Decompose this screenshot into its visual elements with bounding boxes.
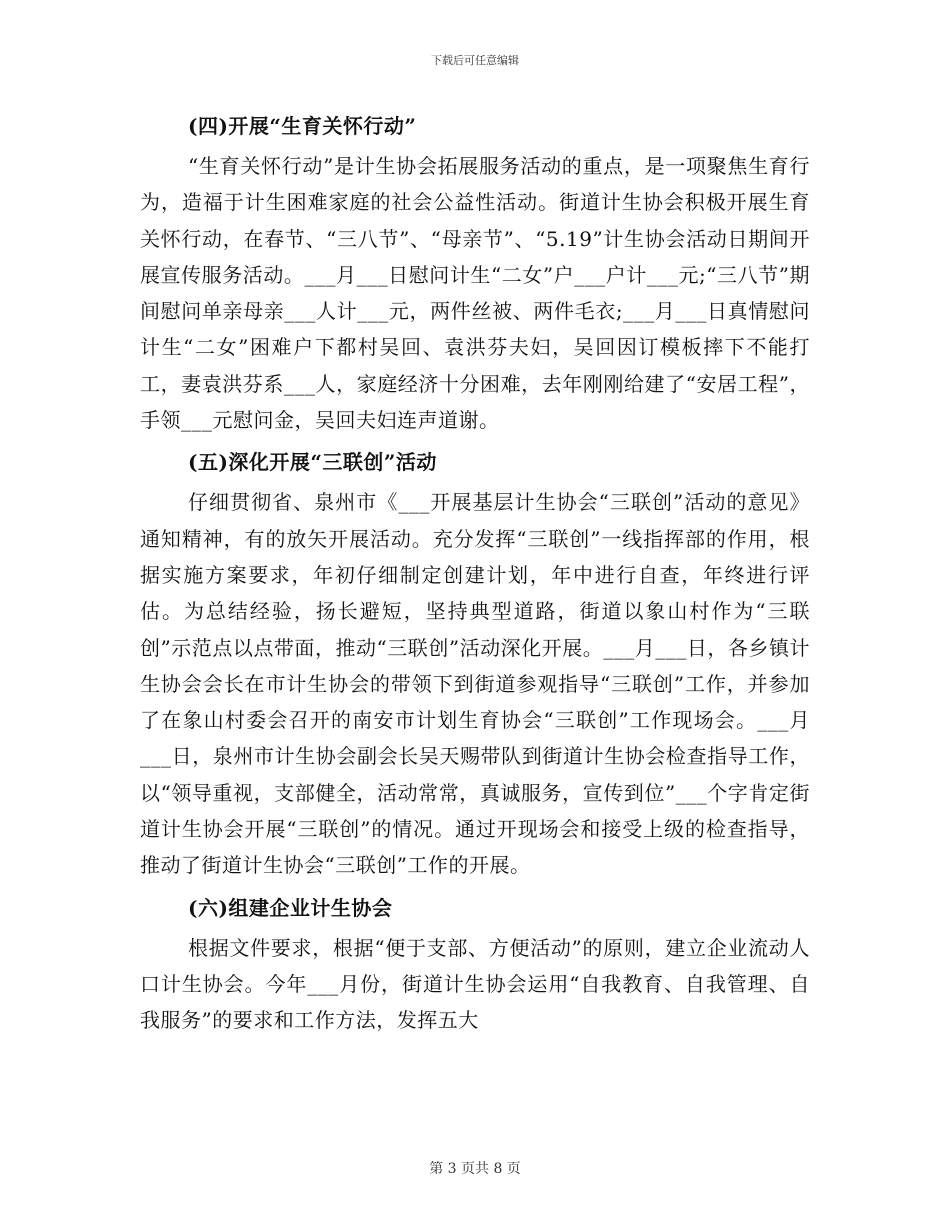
document-body (140, 104, 810, 1039)
section-heading-6: (六)组建企业计生协会 (188, 895, 393, 920)
section-heading-4: (四)开展“生育关怀行动” (188, 114, 417, 138)
section-heading-5: (五)深化开展“三联创”活动 (188, 450, 437, 475)
section-paragraph-5: 仔细贯彻省、泉州市《___开展基层计生协会“三联创”活动的意见》通知精神，有的放矢开展活动。充分发挥“三联创”一线指挥部的作用，根据实施方案要求，年初仔细制定创建计划，年中进行自查，年终进行评估。为总结经验，扬长避短，坚持典型道路，街道以象山村作为“三联创”示范点以点带面，推动“三联创”活动深化开展。___月___日，各乡镇计生协会会长在市计生协会的带领下到街道参观指导“三联创”工作，并参加了在象山村委会召开的南安市计划生育协会“三联创”工作现场会。___月___日，泉州市计生协会副会长吴天赐带队到街道计生协会检查指导工作，以“领导重视，支部健全，活动常常，真诚服务，宣传到位”___个字肯定街道计生协会开展“三联创”的情况。通过开现场会和接受上级的检查指导，推动了街道计生协会“三联创”工作的开展。 (140, 490, 810, 878)
page-header: 下载后可任意编辑 (431, 54, 519, 67)
page-footer: 第 3 页共 8 页 (429, 1161, 521, 1177)
section-paragraph-6: 根据文件要求，根据“便于支部、方便活动”的原则，建立企业流动人口计生协会。今年___月份，街道计生协会运用“自我教育、自我管理、自我服务”的要求和工作方法，发挥五大 (140, 935, 810, 1033)
section-paragraph-4: “生育关怀行动”是计生协会拓展服务活动的重点，是一项聚焦生育行为，造福于计生困难家庭的社会公益性活动。街道计生协会积极开展生育关怀行动，在春节、“三八节”、“母亲节”、“5.19”计生协会活动日期间开展宣传服务活动。___月___日慰问计生“二女”户___户计___元;“三八节”期间慰问单亲母亲___人计___元，两件丝被、两件毛衣;___月___日真情慰问计生“二女”困难户下都村吴回、袁洪芬夫妇，吴回因订模板摔下不能打工，妻袁洪芬系___人，家庭经济十分困难，去年刚刚给建了“安居工程”，手领___元慰问金，吴回夫妇连声道谢。 (140, 154, 810, 433)
